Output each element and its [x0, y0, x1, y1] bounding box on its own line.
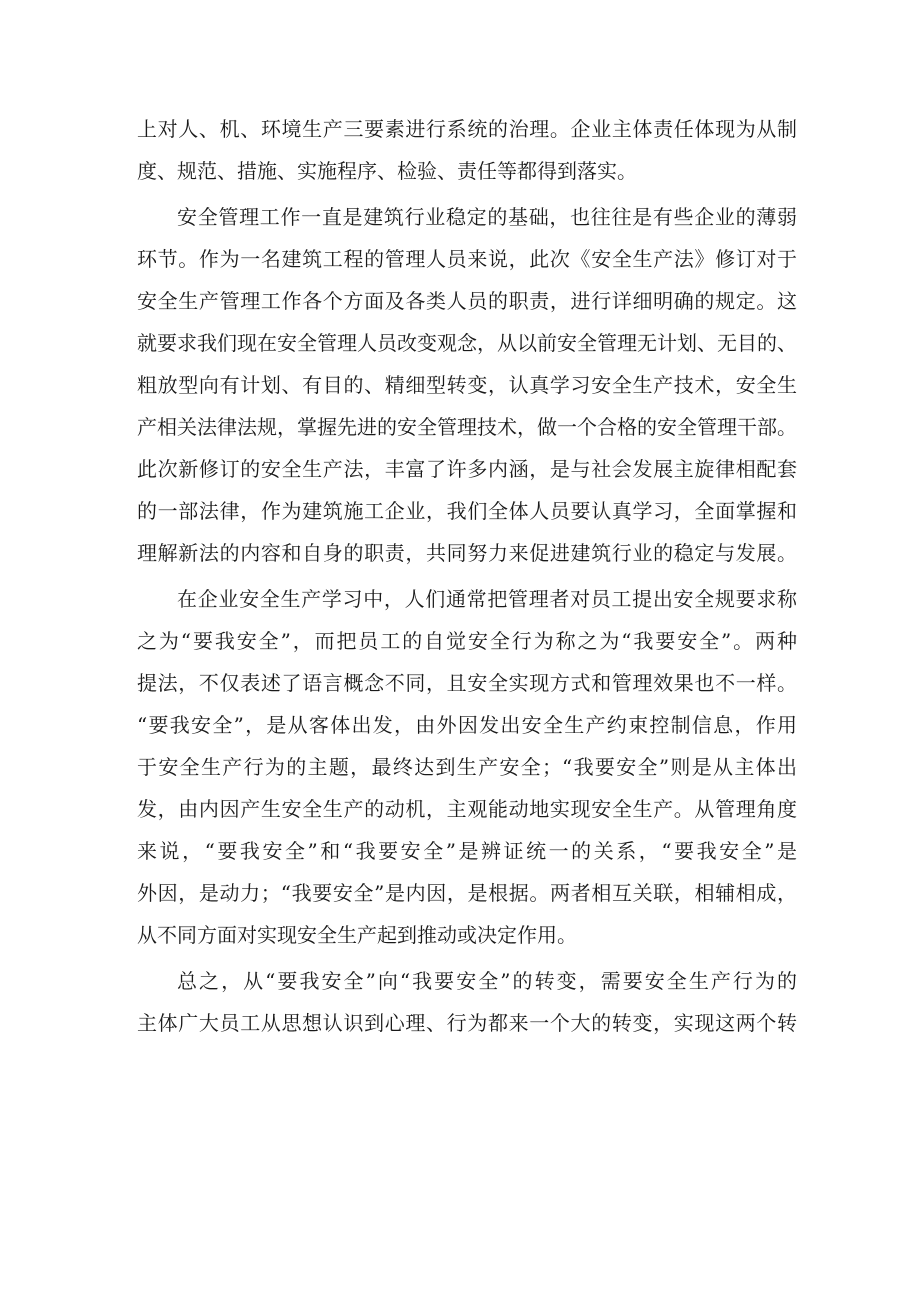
text-line: 总之，从“要我安全”向“我要安全”的转变，需要安全生产行为的: [177, 969, 797, 993]
text-line: 安全生产管理工作各个方面及各类人员的职责，进行详细明确的规定。这: [137, 289, 797, 313]
text-line: 在企业安全生产学习中，人们通常把管理者对员工提出安全规要求称: [177, 587, 797, 611]
text-line: 外因，是动力；“我要安全”是内因，是根据。两者相互关联，相辅相成，: [137, 881, 797, 905]
text-line: 提法，不仅表述了语言概念不同，且安全实现方式和管理效果也不一样。: [137, 671, 797, 695]
paragraph-2: [137, 196, 797, 574]
paragraph-1: [137, 108, 797, 192]
text-line: 粗放型向有计划、有目的、精细型转变，认真学习安全生产技术，安全生: [137, 373, 797, 397]
text-line: 安全管理工作一直是建筑行业稳定的基础，也往往是有些企业的薄弱: [177, 205, 797, 229]
document-body: [137, 108, 797, 1044]
text-line: 上对人、机、环境生产三要素进行系统的治理。企业主体责任体现为从制: [137, 117, 797, 141]
text-line: 主体广大员工从思想认识到心理、行为都来一个大的转变，实现这两个转: [137, 1011, 797, 1035]
text-line: 就要求我们现在安全管理人员改变观念，从以前安全管理无计划、无目的、: [137, 331, 797, 355]
paragraph-3: [137, 578, 797, 956]
text-line: 环节。作为一名建筑工程的管理人员来说，此次《安全生产法》修订对于: [137, 247, 797, 271]
text-line: 的一部法律，作为建筑施工企业，我们全体人员要认真学习，全面掌握和: [137, 499, 797, 523]
text-line: 之为“要我安全”，而把员工的自觉安全行为称之为“我要安全”。两种: [137, 629, 797, 653]
text-line: 此次新修订的安全生产法，丰富了许多内涵，是与社会发展主旋律相配套: [137, 457, 797, 481]
text-line: 度、规范、措施、实施程序、检验、责任等都得到落实。: [137, 159, 637, 183]
text-line: 从不同方面对实现安全生产起到推动或决定作用。: [137, 923, 577, 947]
text-line: “要我安全”，是从客体出发，由外因发出安全生产约束控制信息，作用: [137, 713, 797, 737]
text-line: 来说，“要我安全”和“我要安全”是辨证统一的关系，“要我安全”是: [137, 839, 797, 863]
text-line: 发，由内因产生安全生产的动机，主观能动地实现安全生产。从管理角度: [137, 797, 797, 821]
text-line: 于安全生产行为的主题，最终达到生产安全；“我要安全”则是从主体出: [137, 755, 797, 779]
paragraph-4: [137, 960, 797, 1044]
text-line: 理解新法的内容和自身的职责，共同努力来促进建筑行业的稳定与发展。: [137, 541, 797, 565]
text-line: 产相关法律法规，掌握先进的安全管理技术，做一个合格的安全管理干部。: [137, 415, 797, 439]
